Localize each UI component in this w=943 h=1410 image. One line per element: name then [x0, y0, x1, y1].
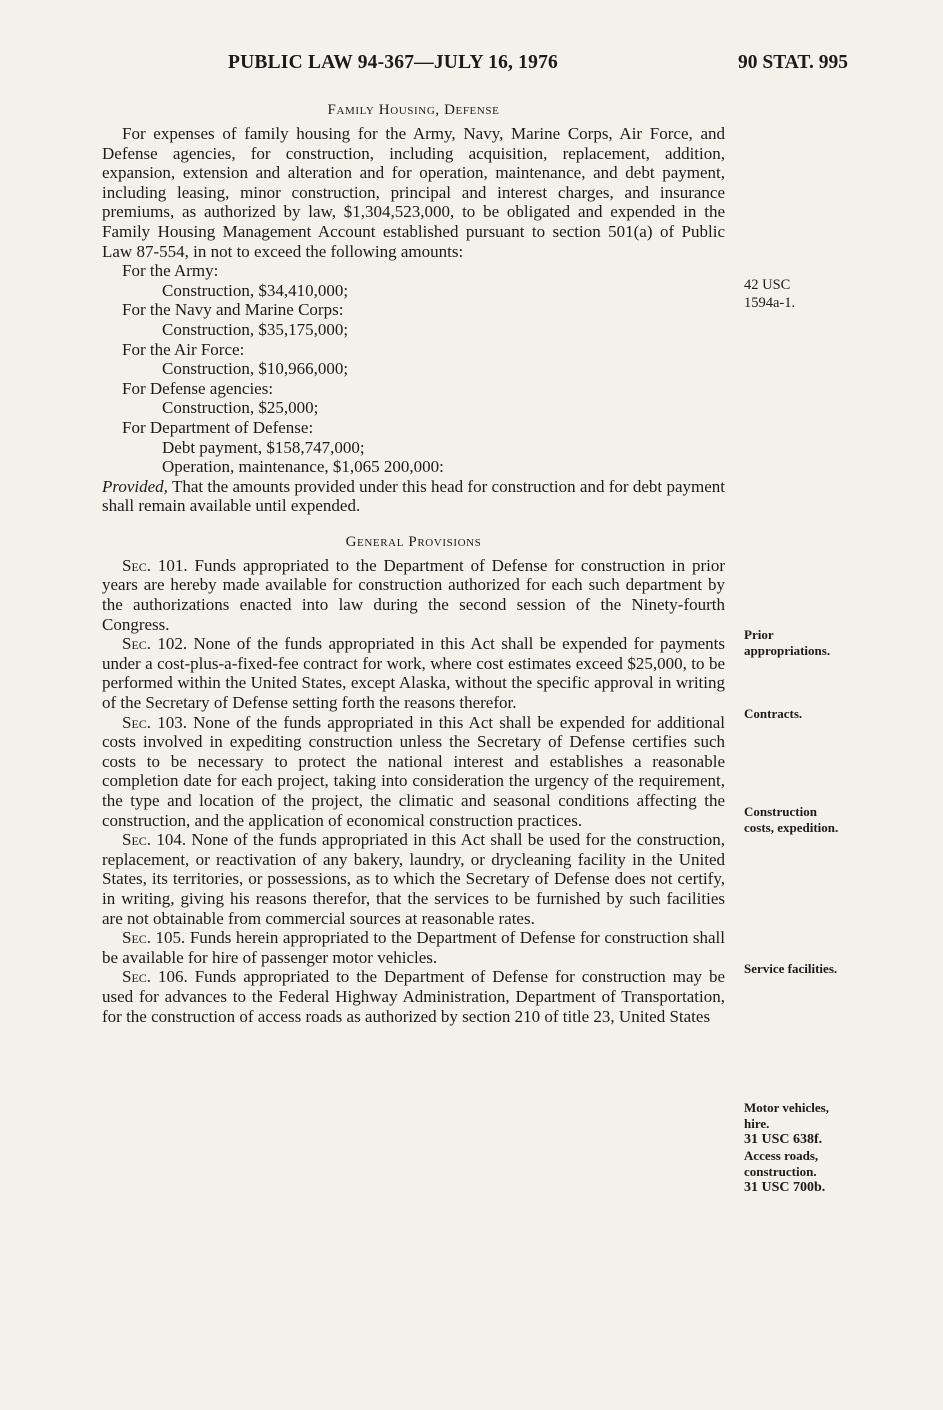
page-header-title: PUBLIC LAW 94-367—JULY 16, 1976 — [228, 52, 558, 73]
section-text: None of the funds appropriated in this Act shall be used for the construction, replacement, or reactivation of any bakery, laundry, or drycleaning facility in the United States, its territories, or possessions, as to which the Secretary of Defense does not certify, in writing, giving his reasons therefor, that the services to be furnished by such facilities are not obtainable from commercial sources at reasonable rates. — [102, 830, 725, 928]
allocation-line: For the Air Force: — [122, 339, 245, 359]
section-text: None of the funds appropriated in this Act shall be expended for additional costs involved in expediting construction unless the Secretary of Defense certifies such costs to be necessary to protect the national interest and establishes a reasonable completion date for each project, taking into consideration the urgency of the requirement, the type and location of the project, the climatic and seasonal conditions affecting the construction, and the application of economical construction practices. — [102, 712, 725, 830]
section-104 — [102, 830, 725, 928]
margin-note-42-usc: 42 USC 1594a-1. — [744, 277, 796, 311]
section-label: Sec. 106. — [122, 967, 188, 987]
section-label: Sec. 104. — [122, 830, 187, 850]
allocation-line: Construction, $10,966,000; — [162, 359, 349, 379]
section-label: Sec. 105. — [122, 928, 186, 948]
section-text: Funds appropriated to the Department of Defense for construction may be used for advances to the Federal Highway Administration, Department of Transportation, for the construction of access roads as authorized by section 210 of title 23, United States — [102, 967, 725, 1026]
allocation-line: For the Army: — [122, 261, 219, 281]
allocation-line: Debt payment, $158,747,000; — [162, 437, 365, 457]
family-housing-intro: For expenses of family housing for the Army, Navy, Marine Corps, Air Force, and Defense agencies, for construction, including acquisition, replacement, addition, expansion, extension and alteration and for operation, maintenance, and debt payment, including leasing, minor construction, principal and interest charges, and insurance premiums, as authorized by law, $1,304,523,000, to be obligated and expended in the Family Housing Management Account established pursuant to section 501(a) of Public Law 87-554, in not to exceed the following amounts: — [102, 124, 725, 261]
margin-note-prior-appropriations: Prior appropriations. — [744, 627, 831, 658]
section-heading-family-housing: Family Housing, Defense — [327, 102, 500, 118]
section-label: Sec. 103. — [122, 712, 187, 732]
allocation-line: For Defense agencies: — [122, 378, 274, 398]
margin-note-motor-vehicles: Motor vehicles, hire. 31 USC 638f. Access roads, construction. 31 USC 700b. — [744, 1100, 829, 1195]
proviso-word: Provided, — [102, 476, 168, 496]
allocation-line: Operation, maintenance, $1,065 200,000: — [162, 457, 444, 477]
section-text: Funds appropriated to the Department of Defense for construction in prior years are hereby made available for construction authorized for each such department by the authorizations enacted into law during the second session of the Ninety-fourth Congress. — [102, 555, 725, 634]
allocation-line: Construction, $34,410,000; — [162, 280, 349, 300]
section-101 — [102, 556, 725, 634]
section-text: Funds herein appropriated to the Department of Defense for construction shall be available for hire of passenger motor vehicles. — [102, 928, 725, 967]
margin-note-contracts: Contracts. — [744, 706, 803, 721]
proviso-text: That the amounts provided under this head for construction and for debt payment shall remain available until expended. — [102, 476, 725, 516]
proviso-paragraph — [102, 477, 725, 516]
section-heading-general-provisions: General Provisions — [345, 533, 482, 550]
section-text: None of the funds appropriated in this Act shall be expended for payments under a cost-plus-a-fixed-fee contract for work, where cost estimates exceed $25,000, to be performed within the United States, except Alaska, without the specific approval in writing of the Secretary of Defense setting forth the reasons therefor. — [102, 634, 725, 713]
margin-note-construction-costs: Construction costs, expedition. — [744, 804, 839, 835]
allocation-line: Construction, $35,175,000; — [162, 319, 349, 339]
section-102 — [102, 634, 725, 712]
main-text-column — [102, 100, 725, 1026]
section-106 — [102, 967, 725, 1026]
section-103 — [102, 713, 725, 831]
section-label: Sec. 102. — [122, 634, 188, 654]
allocation-line: For the Navy and Marine Corps: — [122, 300, 344, 320]
section-105 — [102, 928, 725, 967]
section-label: Sec. 101. — [122, 555, 188, 575]
allocation-list — [102, 261, 725, 477]
allocation-line: Construction, $25,000; — [162, 398, 319, 418]
allocation-line: For Department of Defense: — [122, 417, 314, 437]
margin-note-service-facilities: Service facilities. — [744, 961, 838, 976]
page-header-stat: 90 STAT. 995 — [738, 52, 848, 73]
